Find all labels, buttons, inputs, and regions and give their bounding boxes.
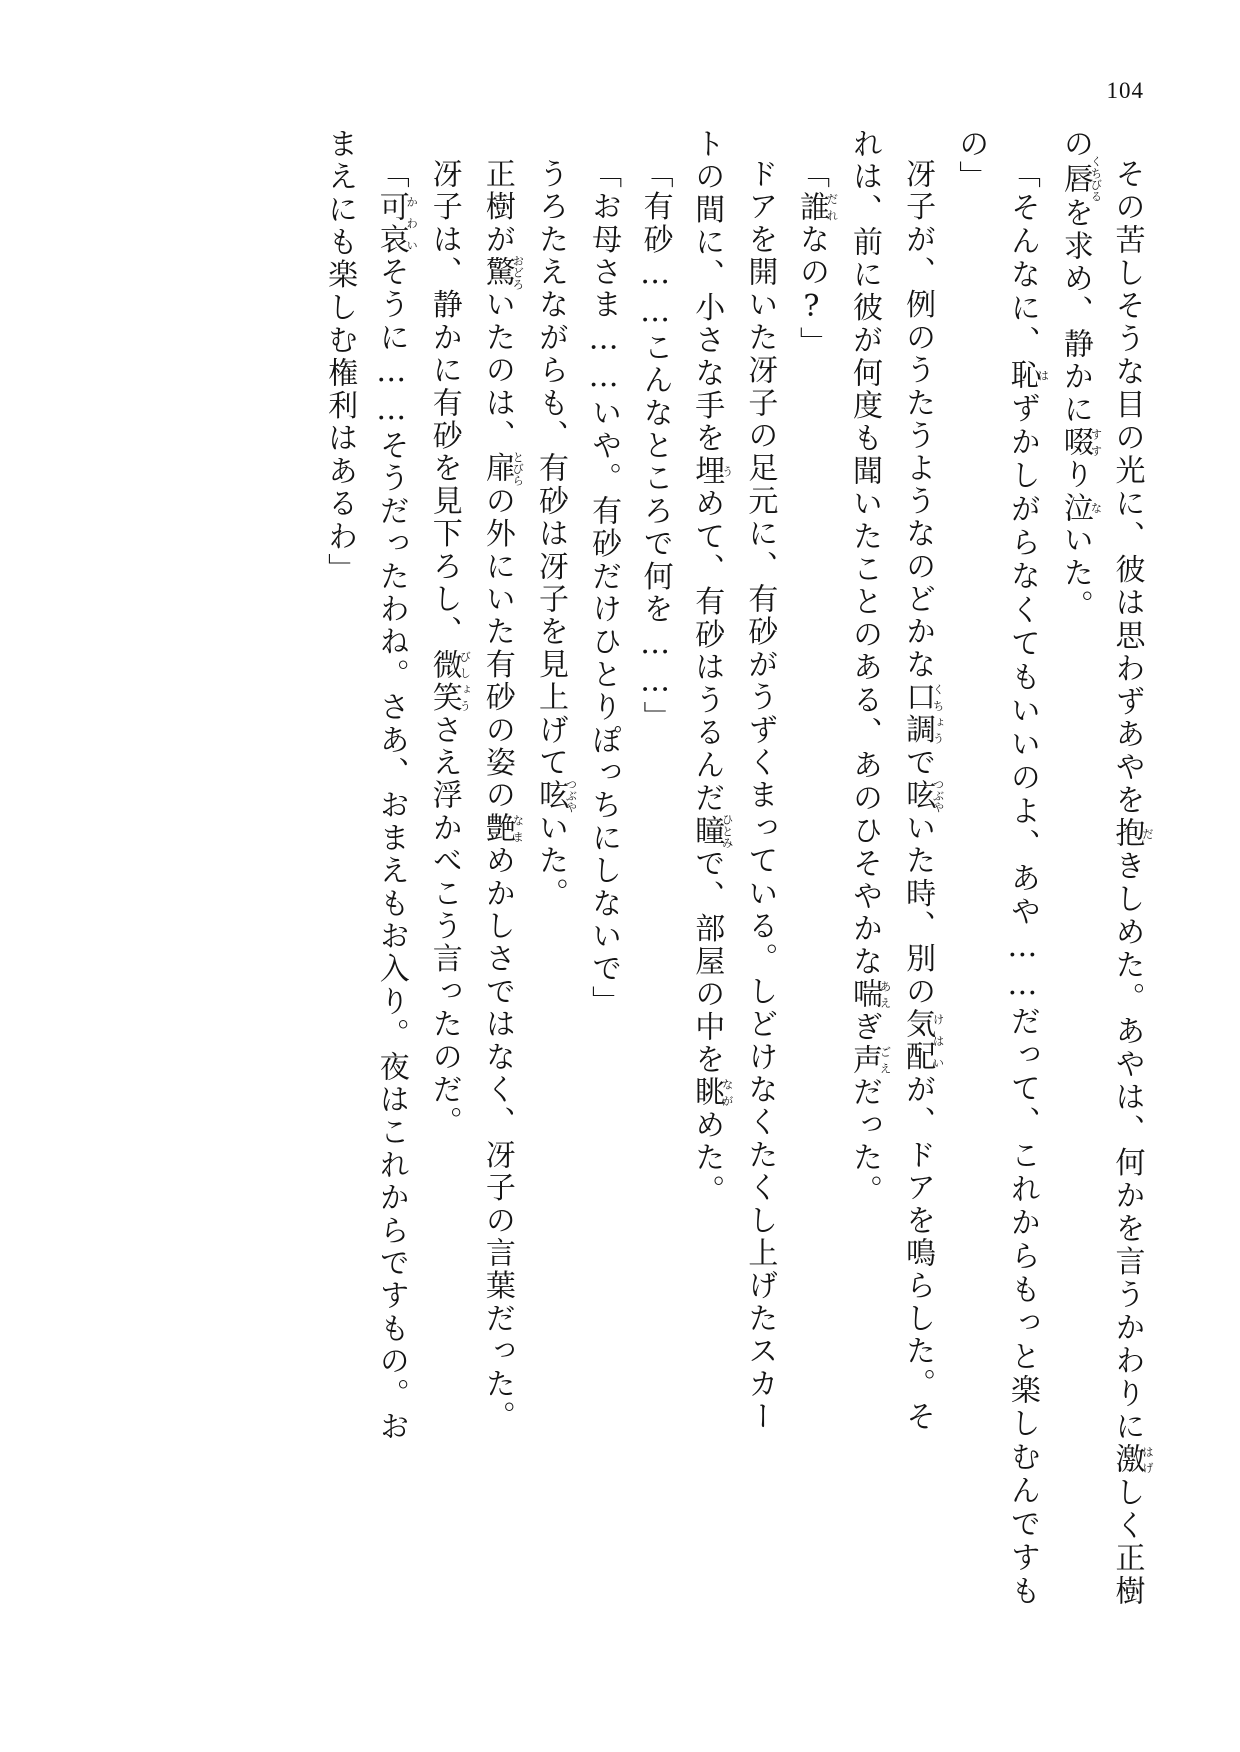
paragraph: 「可哀かわいそうに……そうだったわね。さあ、おまえもお入り。夜はこれからですもの。お	[373, 158, 420, 1444]
paragraph: れは、前に彼が何度も聞いたことのある、あのひそやかな喘あえぎ声ごえだった。	[847, 128, 893, 1208]
page-number: 104	[1106, 78, 1144, 103]
paragraph: 正樹が驚おどろいたのは、扉とびらの外にいた有砂の姿の艶なまめかしさではなく、冴子の言葉だった。	[479, 158, 526, 1434]
paragraph: 「有砂……こんなところで何を……」	[637, 158, 673, 734]
paragraph: 「誰だれなの?」	[793, 158, 840, 360]
paragraph: 冴子が、例のうたうようなのどかな口調くちょうで呟つぶやいた時、別の気配けはいが、ドアを鳴らした。そ	[900, 158, 946, 1434]
paragraph: まえにも楽しむ権利はあるわ」	[322, 128, 358, 586]
paragraph: 「そんなに、恥はずかしがらなくてもいいのよ、あや……だって、これからもっと楽しむんですもの」	[953, 128, 1051, 1609]
paragraph: 「お母さま……いや。有砂だけひとりぽっちにしないで」	[586, 158, 622, 1019]
vertical-text-body	[134, 128, 1154, 1608]
paragraph: その苦しそうな目の光に、彼は思わずあやを抱だきしめた。あやは、何かを言うかわりに激はげしく正樹の唇くちびるを求め、静かに啜すすり泣ないた。	[1057, 128, 1155, 1609]
paragraph: トの間に、小さな手を埋うめて、有砂はうるんだ瞳ひとみで、部屋の中を眺ながめた。	[689, 128, 735, 1208]
paragraph: うろたえながらも、有砂は冴子を見上げて呟つぶやいた。	[532, 158, 579, 911]
paragraph: 冴子は、静かに有砂を見下ろし、微笑びしょうさえ浮かべこう言ったのだ。	[426, 158, 473, 1140]
paragraph: ドアを開いた冴子の足元に、有砂がうずくまっている。しどけなくたくし上げたスカー	[742, 158, 778, 1434]
